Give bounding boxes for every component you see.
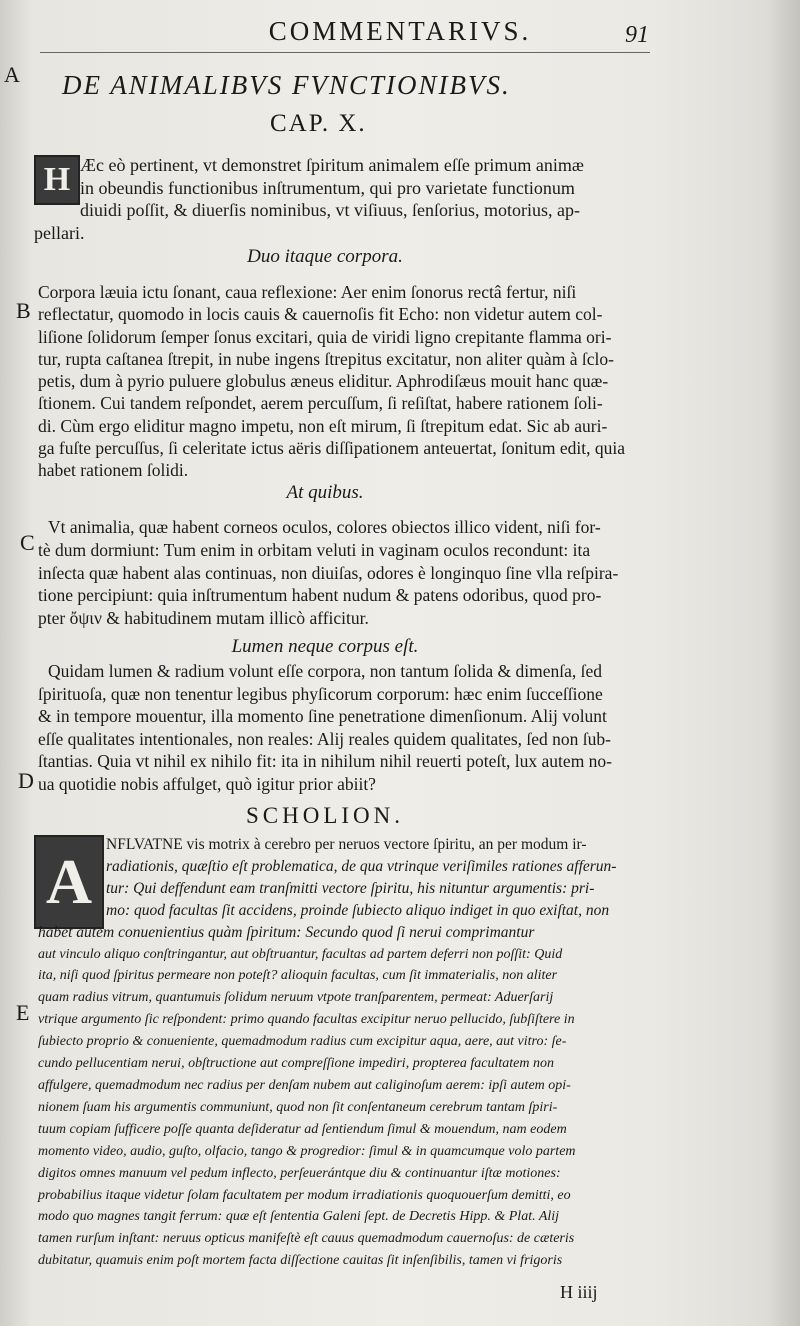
text-line: diuidi poſſit, & diuerſis nominibus, vt viſiuus, ſenſorius, motorius, ap- bbox=[80, 200, 580, 220]
margin-letter-a: A bbox=[4, 62, 20, 87]
text-line: vtrique argumento ſic reſpondent: primo quando facultas excipitur neruo pellucido, ſubſiſtere in bbox=[38, 1012, 575, 1028]
paragraph-intro bbox=[24, 154, 650, 244]
text-line: nionem ſuam his argumentis communiunt, quod non ſit conſentaneum cerebrum tantam ſpiri- bbox=[38, 1099, 558, 1115]
text-line: tuum copiam ſufficere poſſe quanta deſideratur ad ſentiendum ſimul & mouendum, nam eodem bbox=[38, 1121, 567, 1137]
text-line: ſpirituoſa, quæ non tenentur legibus phyſicorum corporum: hæc enim ſucceſſione bbox=[38, 683, 603, 704]
text-line: modo quo magnes tangit ferrum: quæ eſt ſententia Galeni ſept. de Decretis Hipp. & Plat. Alij bbox=[38, 1209, 560, 1225]
text-line: pellari. bbox=[34, 222, 85, 243]
text-line: pter ὄψιν & habitudinem mutam illicò afficitur. bbox=[38, 608, 369, 629]
text-line: digitos omnes manuum vel pedum inflecto, perſeuerántque diu & continuantur iſtæ motiones: bbox=[38, 1165, 561, 1181]
section-heading: Lumen neque corpus eſt. bbox=[231, 636, 419, 657]
chapter-title: DE ANIMALIBVS FVNCTIONIBVS. bbox=[62, 70, 511, 100]
text-line: habet autem conuenientius quàm ſpiritum: Secundo quod ſi nerui comprimantur bbox=[38, 923, 535, 941]
text-line: cundo pellucentiam nerui, obſtructione aut compreſſione impediri, propterea facultatem non bbox=[38, 1056, 554, 1072]
text-line: tamen rurſum inſtant: neruus opticus manifeſtè eſt cauus quemadmodum cauernoſus: de cæteris bbox=[38, 1231, 575, 1247]
text-line: ſtantias. Quia vt nihil ex nihilo fit: ita in nihilum nihil reuerti poteſt, lux autem no- bbox=[38, 751, 613, 771]
text-line: tur: Qui deffendunt eam tranſmitti vectore ſpiritu, his nituntur argumentis: pri- bbox=[106, 879, 595, 897]
text-line: dubitatur, quamuis enim poſt mortem facta diſſectione cauitas ſit inſenſibilis, tamen vi frigoris bbox=[38, 1253, 563, 1269]
text-line: quam radius vitrum, quantumuis ſolidum neruum vtpote tranſparentem, permeat: Aduerſarij bbox=[38, 990, 554, 1006]
scholion-drop-cap: A bbox=[34, 835, 104, 929]
margin-letter-d: D bbox=[18, 768, 34, 793]
text-line: habet rationem ſolidi. bbox=[38, 460, 189, 481]
text-line: NFLVATNE vis motrix à cerebro per neruos vectore ſpiritu, an per modum ir- bbox=[106, 836, 587, 853]
scholion-heading: SCHOLION. bbox=[245, 803, 405, 828]
text-line: liſione ſolidorum ſemper ſonus excitari, quia de viridi ligno crepitante flamma ori- bbox=[38, 326, 612, 347]
text-line: momento video, audio, guſto, olfacio, tango & progredior: ſimul & in quamcumque volo partem bbox=[38, 1143, 576, 1159]
paragraph-animals bbox=[24, 516, 650, 630]
running-title: COMMENTARIVS. bbox=[268, 16, 532, 46]
text-line: ſubiecto proprio & conueniente, quemadmodum radius cum excipitur aqua, aere, aut vitro: ſe- bbox=[38, 1034, 567, 1050]
margin-letter-e: E bbox=[16, 1000, 30, 1025]
text-line: ua quotidie nobis affulget, quò igitur prior abiit? bbox=[38, 773, 376, 794]
paragraph-sound bbox=[24, 281, 650, 482]
section-heading: Duo itaque corpora. bbox=[247, 246, 403, 267]
text-line: di. Cùm ergo eliditur magno impetu, non eſt mirum, ſi ſtrepitum edat. Sic ab auri- bbox=[38, 415, 608, 436]
margin-letter-c: C bbox=[20, 530, 35, 555]
margin-letter-b: B bbox=[16, 298, 31, 323]
text-line: reflectatur, quomodo in locis cauis & cauernoſis fit Echo: non videtur autem col- bbox=[38, 304, 603, 325]
text-line: mo: quod facultas ſit accidens, proinde ſubiecto aliquo indiget in quo exiſtat, non bbox=[106, 901, 610, 919]
text-line: tur, rupta caſtanea ſtrepit, in nube ingens ſtrepitus excitatur, non aliter quàm à ſclo- bbox=[38, 348, 614, 369]
text-line: ita, niſi quod ſpiritus permeare non poteſt? alioquin facultas, cum ſit immaterialis, non aliter bbox=[38, 968, 558, 984]
page-edge-shadow bbox=[650, 0, 800, 1326]
scholion-text bbox=[24, 834, 650, 1272]
text-line: ga fuſte percuſſus, ſi celeritate ictus aëris diſſipationem anteuertat, ſonitum edit, quia bbox=[38, 438, 626, 459]
text-line: Corpora læuia ictu ſonant, caua reflexione: Aer enim ſonorus rectâ fertur, niſi bbox=[38, 282, 577, 302]
text-line: inſecta quæ habent alas continuas, non diuiſas, odores è longinquo ſine vlla reſpira- bbox=[38, 562, 619, 583]
section-heading: At quibus. bbox=[286, 482, 364, 503]
text-line: ſtionem. Cui tandem reſpondet, aerem percuſſum, ſi reſiſtat, habere rationem ſoli- bbox=[38, 393, 603, 414]
page-number: 91 bbox=[625, 22, 649, 48]
text-line: in obeundis functionibus inſtrumentum, qui pro varietate functionum bbox=[80, 177, 575, 198]
text-line: Quidam lumen & radium volunt eſſe corpora, non tantum ſolida & dimenſa, ſed bbox=[48, 661, 603, 681]
signature-mark: H iiij bbox=[560, 1282, 598, 1302]
drop-cap-initial: H bbox=[34, 155, 80, 205]
text-line: Æc eò pertinent, vt demonstret ſpiritum animalem eſſe primum animæ bbox=[80, 155, 584, 175]
text-line: & in tempore mouentur, illa momento ſine penetratione dimenſionum. Alij volunt bbox=[38, 706, 607, 726]
text-line: probabilius itaque videtur ſolam facultatem per modum irradiationis quoquouerſum demitti, eo bbox=[38, 1187, 571, 1203]
text-line: radiationis, quæſtio eſt problematica, de qua vtrinque veriſimiles rationes afferun- bbox=[106, 857, 617, 875]
text-line: tione percipiunt: quia inſtrumentum habent nudum & patens odoribus, quod pro- bbox=[38, 585, 602, 606]
text-line: eſſe qualitates intentionales, non reales: Alij reales quidem qualitates, ſed non ſub- bbox=[38, 728, 611, 749]
text-line: affulgere, quemadmodum nec radius per denſam nubem aut caliginoſum aerem: ipſi autem opi- bbox=[38, 1077, 571, 1093]
header-rule bbox=[40, 52, 650, 53]
text-line: aut vinculo aliquo conſtringantur, aut obſtruantur, facultas ad partem deferri non poſſit: Quid bbox=[38, 946, 563, 962]
text-line: petis, dum à pyrio puluere globulus æneus eliditur. Aphrodiſæus mouit hanc quæ- bbox=[38, 371, 609, 392]
chapter-number: CAP. X. bbox=[270, 110, 367, 137]
paragraph-light bbox=[24, 660, 650, 795]
text-line: Vt animalia, quæ habent corneos oculos, colores obiectos illico vident, niſi for- bbox=[48, 517, 601, 537]
text-line: tè dum dormiunt: Tum enim in orbitam veluti in vaginam oculos recondunt: ita bbox=[38, 539, 591, 560]
